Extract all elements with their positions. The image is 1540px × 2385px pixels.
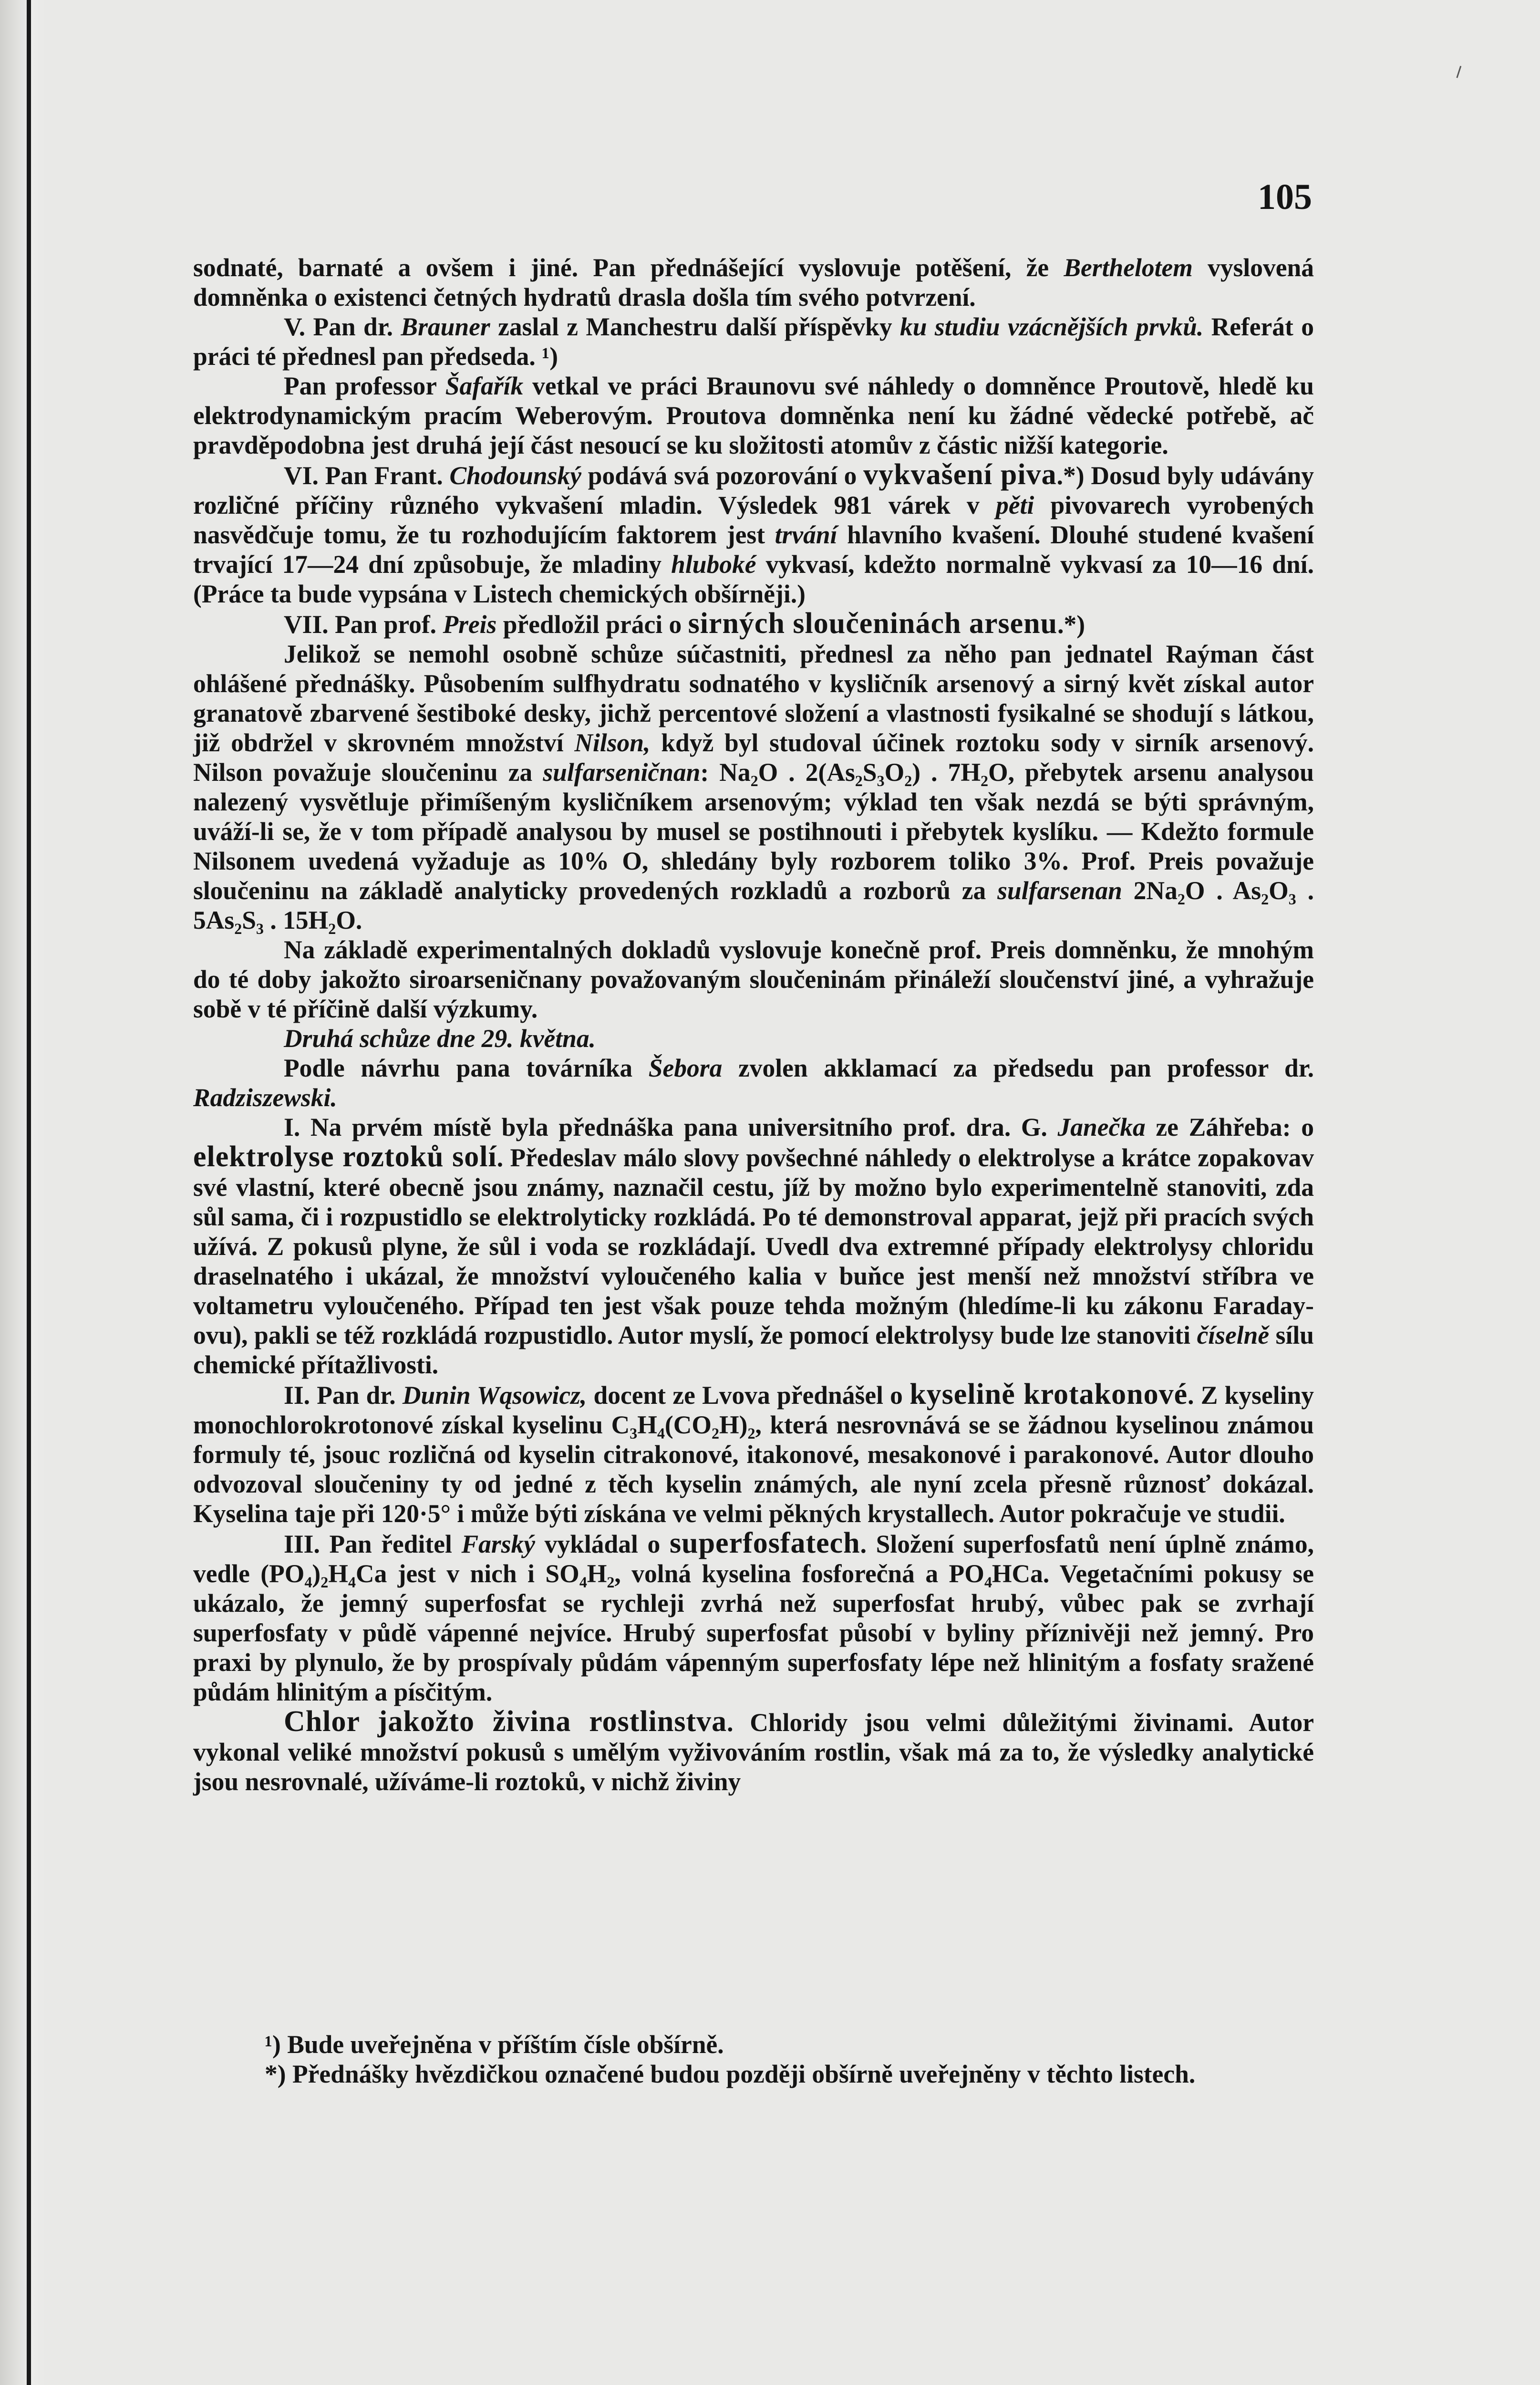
text-run: předložil práci o <box>496 610 688 639</box>
text-run: : Na₂O . 2(As₂S₃O₂) . 7H₂O, přebytek arsenu analysou nalezený vysvětluje přimíšeným kysličníkem arsenovým; výklad ten však nezdá se býti správným, uváží-li se, že v tom případě analysou by musel se postihnouti i přebytek kyslíku. — Kdežto formule Nilsonem uvedená vyžaduje as 10% O, shledány byly rozborem toliko 3%. Prof. Preis považuje sloučeninu na základě analyticky provedených rozkladů a rozborů za <box>193 758 1314 905</box>
text-run: zaslal z Manchestru další příspěvky <box>490 312 900 341</box>
paragraph <box>193 1528 1314 1707</box>
text-run: vetkal ve práci Braunovu své náhledy o domněnce Proutově, hledě ku elektrodynamickým pracím Weberovým. Proutova domněnka není ku žádné vědecké potřebě, ač pravděpodobna jest druhá její část nesoucí se ku složitosti atomův z částic nižší kategorie. <box>193 372 1314 459</box>
italic-phrase: pěti <box>996 491 1034 519</box>
italic-phrase: číselně <box>1197 1321 1270 1349</box>
paragraph <box>193 312 1314 371</box>
italic-phrase: Nilson, <box>574 728 651 757</box>
footnote-text: Bude uveřejněna v příštím čísle obšírně. <box>280 2030 724 2059</box>
italic-phrase: Šebora <box>648 1054 723 1082</box>
text-run: . Z kyseliny monochlorokrotonové získal kyselinu C₃H₄(CO₂H)₂, která nesrovnává se se žádnou kyselinou známou formuly té, jsouc rozličná od kyselin citrakonové, itakonové, mesakonové i parakonové. Autor dlouho odvozoval sloučeniny ty od jedné z těch kyselin známých, ale nyní zcela přesně různosť dokázal. Kyselina taje při 120·5° i může býti získána ve velmi pěkných krystallech. Autor pokračuje ve studii. <box>193 1381 1314 1528</box>
bold-heading-phrase: sirných sloučeninách arsenu <box>688 607 1058 640</box>
paragraph <box>193 1024 1314 1053</box>
italic-phrase: Brauner <box>401 312 490 341</box>
footnote-text: Přednášky hvězdičkou označené budou později obšírně uveřejněny v těchto listech. <box>286 2060 1196 2088</box>
text-run: sílu chemické přítažlivosti. <box>193 1321 1314 1379</box>
text-run: vykvasí, kdežto normalně vykvasí za 10—16 dní. (Práce ta bude vypsána v Listech chemických obšírněji.) <box>193 550 1314 608</box>
text-run: . Složení superfosfatů není úplně známo, vedle (PO₄)₂H₄Ca jest v nich i SO₄H₂, volná kyselina fosforečná a PO₄HCa. Vegetačními pokusy se ukázalo, že jemný superfosfat se rychleji zvrhá než superfosfat hrubý, vůbec pak se zvrhají superfosfaty v půdě vápenné nejvíce. Hrubý superfosfat působí v byliny příznivěji než jemný. Pro praxi by plynulo, že by prospívaly půdám vápenným superfosfaty lépe než hlinitým a fosfaty sražené půdám hlinitým a písčitým. <box>193 1530 1314 1706</box>
italic-phrase: Preis <box>443 610 497 639</box>
footnote <box>265 2030 1314 2059</box>
page-number: 105 <box>1258 177 1312 217</box>
text-run: .*) Dosud byly udávány rozličné příčiny různého vykvašení mladin. Výsledek 981 várek v <box>193 461 1314 519</box>
text-run: pivovarech vyrobených nasvědčuje tomu, že tu rozhodujícím faktorem jest <box>193 491 1314 549</box>
italic-phrase: Dunin Wąsowicz, <box>402 1381 587 1410</box>
paragraph <box>193 1379 1314 1528</box>
text-run: VII. Pan prof. <box>284 610 443 639</box>
paragraph <box>193 1707 1314 1796</box>
text-run: ze Záhřeba: o <box>1145 1113 1314 1141</box>
paragraph <box>193 1112 1314 1379</box>
text-run: hlavního kvašení. Dlouhé studené kvašení trvající 17—24 dní způsobuje, že mladiny <box>193 520 1314 579</box>
text-run: . Chloridy jsou velmi důležitými živinami. Autor vykonal veliké množství pokusů s umělým vyživováním rostlin, však má za to, že výsledky analytické jsou nesrovnalé, užíváme-li roztoků, v nichž živiny <box>193 1708 1314 1796</box>
text-run: docent ze Lvova přednášel o <box>587 1381 910 1410</box>
italic-phrase: trvání <box>775 520 837 549</box>
footnote-mark: ¹) <box>265 2030 281 2059</box>
bold-heading-phrase: vykvašení piva <box>863 458 1057 491</box>
text-run: Jelikož se nemohl osobně schůze súčastniti, přednesl za něho pan jednatel Raýman část ohlášené přednášky. Působením sulfhydratu sodnatého v kysličník arsenový a sirný květ získal autor granatově zbarvené šestiboké desky, jichž percentové složení a vlastnosti fysikalné se shodují s látkou, již obdržel v skrovném množství <box>193 640 1314 757</box>
text-run: když byl studoval účinek roztoku sody v sirník arsenový. Nilson považuje sloučeninu za <box>193 728 1314 787</box>
italic-phrase: Janečka <box>1057 1113 1146 1141</box>
italic-phrase: Šafařík <box>445 372 524 400</box>
body-text <box>193 253 1314 1796</box>
italic-phrase: sulfarseničnan <box>543 758 701 787</box>
italic-phrase: sulfarsenan <box>997 876 1122 905</box>
text-run: I. Na prvém místě byla přednáška pana universitního prof. dra. G. <box>284 1113 1058 1141</box>
book-spine-shadow <box>27 0 31 2385</box>
italic-phrase: Berthelotem <box>1064 253 1193 282</box>
text-run: V. Pan dr. <box>284 312 401 341</box>
italic-phrase: hluboké <box>671 550 756 579</box>
paragraph <box>193 609 1314 639</box>
paragraph <box>193 371 1314 460</box>
bold-heading-phrase: elektrolyse roztoků solí <box>193 1141 497 1173</box>
footnote-mark: *) <box>265 2060 286 2088</box>
text-run: VI. Pan Frant. <box>284 461 450 490</box>
text-run: vykládal o <box>535 1530 670 1558</box>
paragraph <box>193 639 1314 935</box>
text-run: podává svá pozorování o <box>581 461 864 490</box>
paragraph <box>193 460 1314 609</box>
text-run: vyslovená domněnka o existenci četných hydratů drasla došla tím svého potvrzení. <box>193 253 1314 311</box>
text-run: Referát o práci té přednesl pan předseda. ¹) <box>193 312 1314 371</box>
paragraph <box>193 935 1314 1024</box>
text-run: sodnaté, barnaté a ovšem i jiné. Pan přednášející vyslovuje potěšení, že <box>193 253 1064 282</box>
pencil-mark <box>1456 66 1468 80</box>
text-run: 2Na₂O . As₂O₃ . 5As₂S₃ . 15H₂O. <box>193 876 1314 934</box>
footnote <box>265 2059 1314 2089</box>
paragraph <box>193 1053 1314 1112</box>
text-run: zvolen akklamací za předsedu pan professor dr. <box>722 1054 1314 1082</box>
italic-phrase: Chodounský <box>449 461 581 490</box>
text-run: II. Pan dr. <box>284 1381 403 1410</box>
text-run: Podle návrhu pana továrníka <box>284 1054 649 1082</box>
bold-heading-phrase: superfosfatech <box>669 1527 860 1559</box>
italic-phrase: ku studiu vzácnějších prvků. <box>899 312 1204 341</box>
paragraph <box>193 253 1314 312</box>
text-run: Na základě experimentalných dokladů vyslovuje konečně prof. Preis domněnku, že mnohým do té doby jakožto siroarseničnany považovaným sloučeninám přináleží sloučenství jiné, a vyhražuje sobě v té příčině další výzkumy. <box>193 935 1314 1023</box>
text-run: III. Pan ředitel <box>284 1530 462 1558</box>
text-run: Pan professor <box>284 372 445 400</box>
italic-phrase: Farský <box>461 1530 536 1558</box>
scan-left-edge <box>0 0 45 2385</box>
bold-heading-phrase: Chlor jakožto živina rostlinstva <box>284 1705 727 1738</box>
footnotes <box>265 2030 1314 2089</box>
bold-heading-phrase: kyselině krotakonové <box>910 1378 1188 1410</box>
italic-phrase: Druhá schůze dne 29. května. <box>284 1024 596 1053</box>
text-run: .*) <box>1057 610 1085 639</box>
text-run: . Předeslav málo slovy povšechné náhledy o elektrolyse a krátce zopakovav své vlastní, které obecně jsou známy, naznačil cestu, jíž by možno bylo experimentelně stanoviti, zda sůl sama, či i rozpustidlo se elektrolyticky rozkládá. Po té demonstroval apparat, jejž při pracích svých užívá. Z pokusů plyne, že sůl i voda se rozkládají. Uvedl dva extremné případy elektrolysy chloridu draselnatého i ukázal, že množství vyloučeného kalia v buňce jest menší než množství stříbra ve voltametru vyloučeného. Případ ten jest však pouze tehda možným (hledíme-li ku zákonu Faraday-ovu), pakli se též rozkládá rozpustidlo. Autor myslí, že pomocí elektrolysy bude lze stanoviti <box>193 1143 1314 1349</box>
italic-phrase: Radziszewski. <box>193 1083 337 1112</box>
